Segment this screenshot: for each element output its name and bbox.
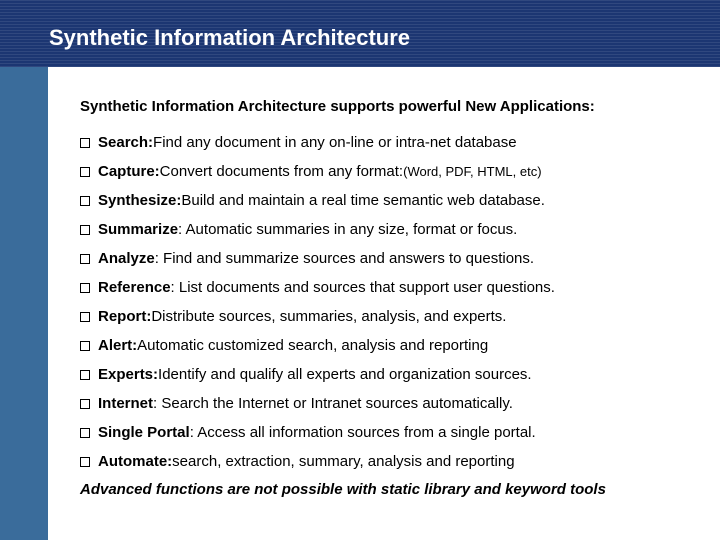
bullet-desc: : Find and summarize sources and answers to questions. bbox=[154, 250, 535, 267]
checkbox-icon bbox=[80, 138, 90, 148]
bullet-desc: Find any document in any on-line or intra-net database bbox=[153, 134, 517, 151]
bullet-alert bbox=[80, 331, 710, 360]
checkbox-icon bbox=[80, 428, 90, 438]
bullet-extra: (Word, PDF, HTML, etc) bbox=[403, 164, 542, 179]
bullet-desc: Distribute sources, summaries, analysis, and experts. bbox=[151, 308, 507, 325]
bullet-list bbox=[80, 128, 710, 476]
checkbox-icon bbox=[80, 370, 90, 380]
bullet-term: Synthesize: bbox=[98, 192, 182, 209]
bullet-term: Capture: bbox=[98, 163, 160, 180]
bullet-term: Reference bbox=[98, 279, 171, 296]
checkbox-icon bbox=[80, 254, 90, 264]
bullet-term: Search: bbox=[98, 134, 154, 151]
bullet-desc: Convert documents from any format: bbox=[159, 163, 404, 180]
bullet-desc: : Search the Internet or Intranet sources automatically. bbox=[153, 395, 513, 412]
checkbox-icon bbox=[80, 167, 90, 177]
bullet-term: Analyze bbox=[98, 250, 155, 267]
bullet-reference bbox=[80, 273, 710, 302]
closing-statement: Advanced functions are not possible with static library and keyword tools bbox=[80, 481, 606, 498]
bullet-term: Alert: bbox=[98, 337, 138, 354]
bullet-internet bbox=[80, 389, 710, 418]
bullet-desc: Automatic customized search, analysis and reporting bbox=[137, 337, 489, 354]
bullet-capture bbox=[80, 157, 710, 186]
bullet-experts bbox=[80, 360, 710, 389]
bullet-report bbox=[80, 302, 710, 331]
checkbox-icon bbox=[80, 312, 90, 322]
bullet-single-portal bbox=[80, 418, 710, 447]
bullet-analyze bbox=[80, 244, 710, 273]
bullet-search bbox=[80, 128, 710, 157]
bullet-desc: : Access all information sources from a single portal. bbox=[189, 424, 536, 441]
bullet-term: Summarize bbox=[98, 221, 179, 238]
bullet-term: Internet bbox=[98, 395, 154, 412]
slide-title: Synthetic Information Architecture bbox=[49, 25, 411, 50]
checkbox-icon bbox=[80, 225, 90, 235]
bullet-desc: Identify and qualify all experts and organization sources. bbox=[158, 366, 532, 383]
bullet-desc: Build and maintain a real time semantic web database. bbox=[181, 192, 545, 209]
bullet-automate bbox=[80, 447, 710, 476]
bullet-desc: : List documents and sources that support user questions. bbox=[170, 279, 555, 296]
checkbox-icon bbox=[80, 283, 90, 293]
intro-text: Synthetic Information Architecture supports powerful New Applications: bbox=[80, 98, 595, 115]
bullet-term: Automate: bbox=[98, 453, 173, 470]
bullet-desc: search, extraction, summary, analysis and reporting bbox=[172, 453, 515, 470]
title-bar bbox=[0, 0, 720, 67]
bullet-term: Single Portal bbox=[98, 424, 190, 441]
side-bar bbox=[0, 67, 48, 540]
checkbox-icon bbox=[80, 457, 90, 467]
checkbox-icon bbox=[80, 341, 90, 351]
bullet-term: Report: bbox=[98, 308, 152, 325]
checkbox-icon bbox=[80, 196, 90, 206]
bullet-desc: : Automatic summaries in any size, format or focus. bbox=[178, 221, 518, 238]
bullet-synthesize bbox=[80, 186, 710, 215]
bullet-term: Experts: bbox=[98, 366, 159, 383]
bullet-summarize bbox=[80, 215, 710, 244]
slide-content bbox=[80, 97, 710, 500]
checkbox-icon bbox=[80, 399, 90, 409]
